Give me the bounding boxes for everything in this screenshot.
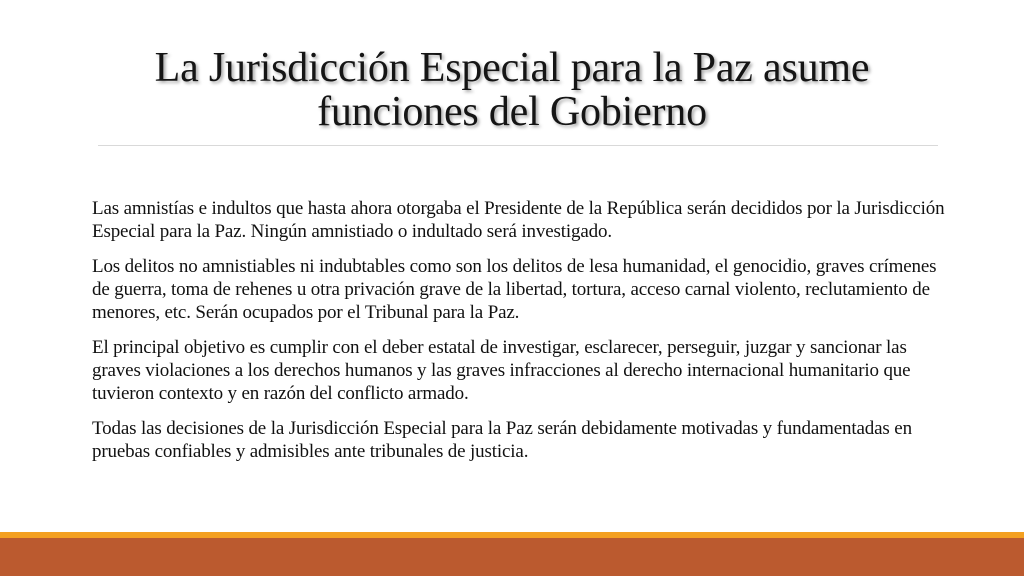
slide-title	[40, 46, 984, 134]
slide-body	[92, 197, 952, 475]
paragraph-decisiones: Todas las decisiones de la Jurisdicción Especial para la Paz serán debidamente motivadas y fundamentadas en pruebas confiables y admisibles ante tribunales de justicia.	[92, 418, 912, 462]
title-divider	[98, 145, 938, 146]
slide-title-line-1: La Jurisdicción Especial para la Paz asume	[154, 45, 870, 91]
paragraph-amnistias: Las amnistías e indultos que hasta ahora otorgaba el Presidente de la República serán decididos por la Jurisdicción Especial para la Paz. Ningún amnistiado o indultado será investigado.	[92, 198, 945, 242]
slide-title-line-2: funciones del Gobierno	[317, 89, 707, 135]
footer-bar	[0, 538, 1024, 576]
paragraph-delitos: Los delitos no amnistiables ni indubtables como son los delitos de lesa humanidad, el genocidio, graves crímenes de guerra, toma de rehenes u otra privación grave de la libertad, tortura, acceso carnal violento, reclutamiento de menores, etc. Serán ocupados por el Tribunal para la Paz.	[92, 256, 937, 323]
paragraph-objetivo: El principal objetivo es cumplir con el deber estatal de investigar, esclarecer, perseguir, juzgar y sancionar las graves violaciones a los derechos humanos y las graves infracciones al derecho internacional humanitario que tuvieron contexto y en razón del conflicto armado.	[92, 337, 911, 404]
